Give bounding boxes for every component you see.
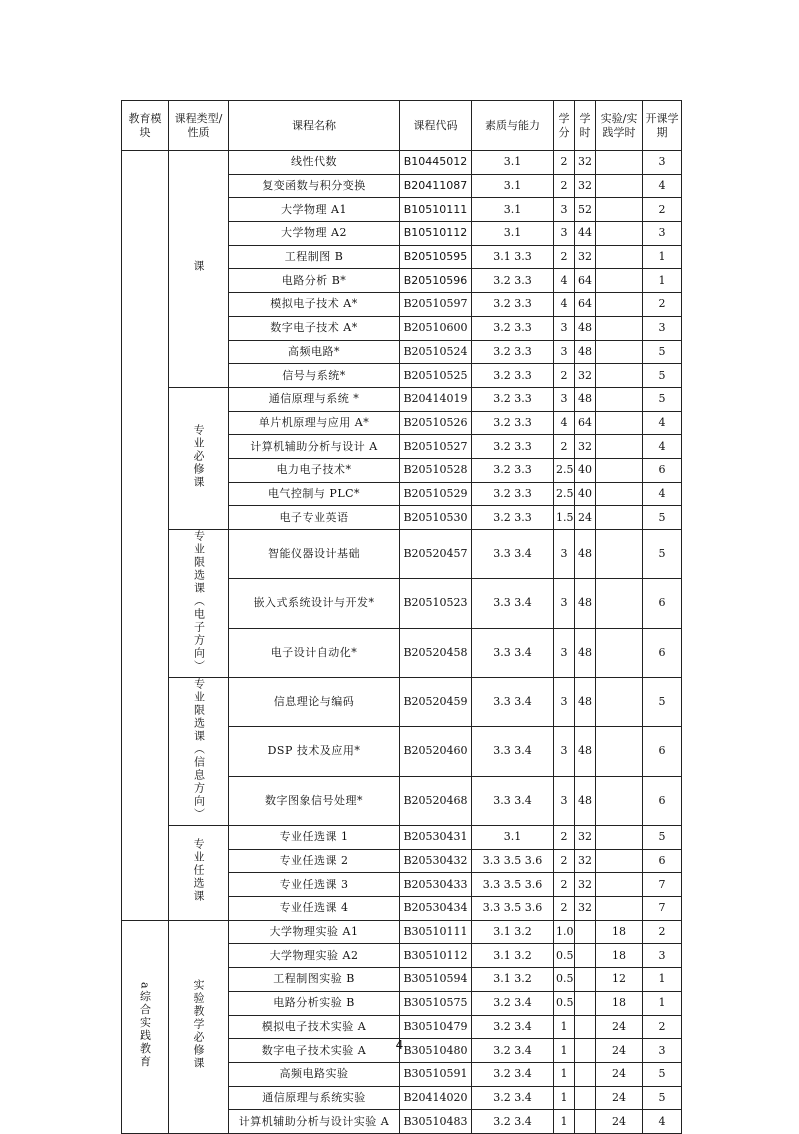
course-semester: 4 xyxy=(643,411,682,435)
table-row xyxy=(122,530,682,579)
course-practice-hours xyxy=(596,579,643,628)
table-row xyxy=(122,678,682,727)
course-credit: 0.5 xyxy=(554,968,575,992)
course-hours: 48 xyxy=(575,387,596,411)
course-practice-hours xyxy=(596,293,643,317)
course-name: 数字电子技术 A* xyxy=(229,316,400,340)
course-name: 单片机原理与应用 A* xyxy=(229,411,400,435)
course-type-cell xyxy=(169,530,229,678)
course-practice-hours: 24 xyxy=(596,1039,643,1063)
course-code: B20510600 xyxy=(400,316,472,340)
course-hours: 32 xyxy=(575,151,596,175)
course-ability: 3.1 xyxy=(472,151,554,175)
header-code: 课程代码 xyxy=(400,101,472,151)
course-ability: 3.1 xyxy=(472,826,554,850)
course-ability: 3.2 3.3 xyxy=(472,316,554,340)
course-semester: 5 xyxy=(643,364,682,388)
course-hours xyxy=(575,1110,596,1134)
course-semester: 1 xyxy=(643,991,682,1015)
course-credit: 2 xyxy=(554,435,575,459)
table-row xyxy=(122,920,682,944)
course-name: 嵌入式系统设计与开发* xyxy=(229,579,400,628)
header-semester: 开课学期 xyxy=(643,101,682,151)
course-ability: 3.3 3.5 3.6 xyxy=(472,897,554,921)
course-hours: 24 xyxy=(575,506,596,530)
course-semester: 1 xyxy=(643,968,682,992)
course-semester: 1 xyxy=(643,269,682,293)
course-semester: 6 xyxy=(643,628,682,677)
course-credit: 2 xyxy=(554,873,575,897)
table-header-row xyxy=(122,101,682,151)
course-type-label: 课 xyxy=(192,260,205,274)
course-ability: 3.3 3.4 xyxy=(472,628,554,677)
course-type-cell xyxy=(169,678,229,826)
course-name: 工程制图实验 B xyxy=(229,968,400,992)
course-credit: 3 xyxy=(554,727,575,776)
course-code: B20510597 xyxy=(400,293,472,317)
course-ability: 3.2 3.3 xyxy=(472,506,554,530)
course-credit: 2 xyxy=(554,897,575,921)
course-code: B20510525 xyxy=(400,364,472,388)
course-practice-hours: 24 xyxy=(596,1086,643,1110)
course-practice-hours: 12 xyxy=(596,968,643,992)
course-credit: 1.5 xyxy=(554,506,575,530)
course-code: B20510526 xyxy=(400,411,472,435)
header-credit: 学分 xyxy=(554,101,575,151)
course-ability: 3.2 3.4 xyxy=(472,991,554,1015)
course-semester: 5 xyxy=(643,506,682,530)
course-credit: 1.0 xyxy=(554,920,575,944)
course-code: B30510480 xyxy=(400,1039,472,1063)
course-name: 电路分析 B* xyxy=(229,269,400,293)
course-name: 通信原理与系统实验 xyxy=(229,1086,400,1110)
course-code: B20510595 xyxy=(400,245,472,269)
course-name: DSP 技术及应用* xyxy=(229,727,400,776)
course-practice-hours xyxy=(596,826,643,850)
course-code: B20510523 xyxy=(400,579,472,628)
course-credit: 2 xyxy=(554,174,575,198)
course-practice-hours xyxy=(596,897,643,921)
course-ability: 3.2 3.4 xyxy=(472,1086,554,1110)
course-hours xyxy=(575,1062,596,1086)
course-practice-hours: 24 xyxy=(596,1062,643,1086)
course-code: B20411087 xyxy=(400,174,472,198)
header-name: 课程名称 xyxy=(229,101,400,151)
course-ability: 3.2 3.3 xyxy=(472,364,554,388)
course-name: 复变函数与积分变换 xyxy=(229,174,400,198)
course-practice-hours xyxy=(596,364,643,388)
header-hours: 学时 xyxy=(575,101,596,151)
course-hours: 48 xyxy=(575,628,596,677)
course-name: 电子专业英语 xyxy=(229,506,400,530)
course-credit: 2 xyxy=(554,245,575,269)
course-ability: 3.2 3.3 xyxy=(472,482,554,506)
course-practice-hours xyxy=(596,316,643,340)
course-semester: 6 xyxy=(643,579,682,628)
course-semester: 7 xyxy=(643,897,682,921)
course-name: 模拟电子技术 A* xyxy=(229,293,400,317)
course-name: 电力电子技术* xyxy=(229,458,400,482)
course-type-label: 专业必修课 xyxy=(192,423,205,489)
course-credit: 1 xyxy=(554,1062,575,1086)
course-practice-hours xyxy=(596,506,643,530)
course-practice-hours xyxy=(596,198,643,222)
course-practice-hours xyxy=(596,628,643,677)
course-ability: 3.1 3.2 xyxy=(472,920,554,944)
course-code: B20520457 xyxy=(400,530,472,579)
course-name: 大学物理实验 A2 xyxy=(229,944,400,968)
course-semester: 7 xyxy=(643,873,682,897)
course-hours: 48 xyxy=(575,579,596,628)
course-ability: 3.2 3.3 xyxy=(472,411,554,435)
course-code: B20520459 xyxy=(400,678,472,727)
course-practice-hours xyxy=(596,269,643,293)
course-credit: 4 xyxy=(554,293,575,317)
course-semester: 4 xyxy=(643,482,682,506)
course-code: B30510575 xyxy=(400,991,472,1015)
course-code: B20510596 xyxy=(400,269,472,293)
course-name: 高频电路* xyxy=(229,340,400,364)
course-ability: 3.2 3.4 xyxy=(472,1015,554,1039)
course-credit: 3 xyxy=(554,340,575,364)
course-name: 大学物理 A2 xyxy=(229,222,400,246)
course-code: B30510483 xyxy=(400,1110,472,1134)
course-ability: 3.3 3.4 xyxy=(472,530,554,579)
course-hours: 32 xyxy=(575,174,596,198)
course-code: B20510528 xyxy=(400,458,472,482)
course-semester: 4 xyxy=(643,435,682,459)
course-code: B20530432 xyxy=(400,849,472,873)
course-type-cell xyxy=(169,920,229,1133)
course-hours: 32 xyxy=(575,364,596,388)
course-credit: 3 xyxy=(554,628,575,677)
course-name: 通信原理与系统 * xyxy=(229,387,400,411)
course-hours: 32 xyxy=(575,435,596,459)
course-ability: 3.3 3.5 3.6 xyxy=(472,873,554,897)
course-semester: 2 xyxy=(643,1015,682,1039)
course-hours: 48 xyxy=(575,530,596,579)
course-name: 数字图象信号处理* xyxy=(229,776,400,825)
course-practice-hours: 24 xyxy=(596,1110,643,1134)
course-code: B20520468 xyxy=(400,776,472,825)
course-ability: 3.2 3.3 xyxy=(472,387,554,411)
course-practice-hours xyxy=(596,174,643,198)
course-semester: 6 xyxy=(643,458,682,482)
course-ability: 3.1 3.2 xyxy=(472,968,554,992)
course-ability: 3.3 3.4 xyxy=(472,776,554,825)
course-practice-hours: 18 xyxy=(596,944,643,968)
course-code: B20530433 xyxy=(400,873,472,897)
curriculum-table xyxy=(121,100,682,1134)
module-cell xyxy=(122,151,169,921)
course-name: 数字电子技术实验 A xyxy=(229,1039,400,1063)
course-semester: 5 xyxy=(643,678,682,727)
table-row xyxy=(122,826,682,850)
course-hours xyxy=(575,920,596,944)
course-practice-hours xyxy=(596,340,643,364)
course-credit: 3 xyxy=(554,776,575,825)
course-hours: 40 xyxy=(575,482,596,506)
course-name: 大学物理实验 A1 xyxy=(229,920,400,944)
course-hours: 40 xyxy=(575,458,596,482)
course-semester: 2 xyxy=(643,920,682,944)
course-credit: 3 xyxy=(554,387,575,411)
course-ability: 3.2 3.3 xyxy=(472,340,554,364)
course-ability: 3.2 3.4 xyxy=(472,1062,554,1086)
header-module: 教育模块 xyxy=(122,101,169,151)
course-practice-hours xyxy=(596,411,643,435)
course-hours: 64 xyxy=(575,293,596,317)
course-hours: 64 xyxy=(575,269,596,293)
course-code: B10445012 xyxy=(400,151,472,175)
course-practice-hours xyxy=(596,849,643,873)
course-semester: 3 xyxy=(643,944,682,968)
course-type-label: 专业任选课 xyxy=(192,838,205,904)
table-row xyxy=(122,387,682,411)
course-ability: 3.1 xyxy=(472,198,554,222)
course-hours: 48 xyxy=(575,776,596,825)
course-ability: 3.3 3.4 xyxy=(472,678,554,727)
course-semester: 6 xyxy=(643,727,682,776)
course-ability: 3.2 3.4 xyxy=(472,1039,554,1063)
course-practice-hours xyxy=(596,873,643,897)
course-hours: 32 xyxy=(575,873,596,897)
course-ability: 3.3 3.5 3.6 xyxy=(472,849,554,873)
course-ability: 3.2 3.3 xyxy=(472,458,554,482)
course-credit: 4 xyxy=(554,269,575,293)
course-ability: 3.2 3.3 xyxy=(472,269,554,293)
course-type-label: 专业限选课（信息方向） xyxy=(192,678,206,821)
course-hours: 48 xyxy=(575,727,596,776)
course-ability: 3.2 3.3 xyxy=(472,435,554,459)
course-credit: 2.5 xyxy=(554,482,575,506)
course-name: 大学物理 A1 xyxy=(229,198,400,222)
course-name: 专业任选课 3 xyxy=(229,873,400,897)
course-type-label: 专业限选课（电子方向） xyxy=(192,530,206,673)
course-name: 信息理论与编码 xyxy=(229,678,400,727)
course-practice-hours xyxy=(596,530,643,579)
course-credit: 0.5 xyxy=(554,991,575,1015)
course-code: B20510530 xyxy=(400,506,472,530)
course-practice-hours xyxy=(596,678,643,727)
course-credit: 3 xyxy=(554,678,575,727)
course-hours xyxy=(575,968,596,992)
course-hours: 32 xyxy=(575,245,596,269)
course-credit: 0.5 xyxy=(554,944,575,968)
header-type: 课程类型/性质 xyxy=(169,101,229,151)
course-semester: 5 xyxy=(643,387,682,411)
course-credit: 4 xyxy=(554,411,575,435)
course-name: 高频电路实验 xyxy=(229,1062,400,1086)
course-ability: 3.3 3.4 xyxy=(472,727,554,776)
course-credit: 1 xyxy=(554,1110,575,1134)
course-credit: 2 xyxy=(554,826,575,850)
course-name: 智能仪器设计基础 xyxy=(229,530,400,579)
course-type-label: 实验教学必修课 xyxy=(192,979,205,1071)
course-code: B30510112 xyxy=(400,944,472,968)
course-name: 专业任选课 1 xyxy=(229,826,400,850)
course-practice-hours xyxy=(596,245,643,269)
course-semester: 3 xyxy=(643,151,682,175)
course-ability: 3.1 xyxy=(472,174,554,198)
course-hours: 32 xyxy=(575,897,596,921)
course-credit: 1 xyxy=(554,1015,575,1039)
course-practice-hours: 18 xyxy=(596,991,643,1015)
course-name: 电路分析实验 B xyxy=(229,991,400,1015)
course-practice-hours: 18 xyxy=(596,920,643,944)
course-semester: 5 xyxy=(643,530,682,579)
course-practice-hours: 24 xyxy=(596,1015,643,1039)
course-name: 模拟电子技术实验 A xyxy=(229,1015,400,1039)
course-hours: 48 xyxy=(575,678,596,727)
course-semester: 3 xyxy=(643,1039,682,1063)
course-practice-hours xyxy=(596,482,643,506)
course-name: 专业任选课 2 xyxy=(229,849,400,873)
course-name: 计算机辅助分析与设计 A xyxy=(229,435,400,459)
page-number: 4 xyxy=(395,1038,404,1052)
course-code: B20414019 xyxy=(400,387,472,411)
course-ability: 3.1 3.2 xyxy=(472,944,554,968)
course-code: B30510479 xyxy=(400,1015,472,1039)
course-code: B20520460 xyxy=(400,727,472,776)
course-hours xyxy=(575,1086,596,1110)
course-ability: 3.1 3.3 xyxy=(472,245,554,269)
course-code: B10510111 xyxy=(400,198,472,222)
course-semester: 5 xyxy=(643,826,682,850)
course-type-cell xyxy=(169,151,229,388)
course-semester: 4 xyxy=(643,1110,682,1134)
course-hours: 64 xyxy=(575,411,596,435)
course-semester: 5 xyxy=(643,340,682,364)
course-practice-hours xyxy=(596,458,643,482)
course-semester: 2 xyxy=(643,293,682,317)
course-semester: 3 xyxy=(643,316,682,340)
course-practice-hours xyxy=(596,776,643,825)
course-credit: 2 xyxy=(554,364,575,388)
course-ability: 3.2 3.4 xyxy=(472,1110,554,1134)
course-credit: 3 xyxy=(554,316,575,340)
header-practice-hours: 实验/实践学时 xyxy=(596,101,643,151)
course-hours: 32 xyxy=(575,826,596,850)
course-semester: 4 xyxy=(643,174,682,198)
course-credit: 2 xyxy=(554,849,575,873)
course-code: B30510111 xyxy=(400,920,472,944)
course-credit: 2 xyxy=(554,151,575,175)
course-semester: 5 xyxy=(643,1062,682,1086)
course-semester: 1 xyxy=(643,245,682,269)
course-hours: 44 xyxy=(575,222,596,246)
course-code: B20530434 xyxy=(400,897,472,921)
course-practice-hours xyxy=(596,727,643,776)
course-name: 专业任选课 4 xyxy=(229,897,400,921)
course-code: B20510524 xyxy=(400,340,472,364)
module-cell xyxy=(122,920,169,1133)
table-row xyxy=(122,151,682,175)
course-semester: 6 xyxy=(643,849,682,873)
course-practice-hours xyxy=(596,222,643,246)
course-credit: 3 xyxy=(554,530,575,579)
course-semester: 6 xyxy=(643,776,682,825)
course-code: B20530431 xyxy=(400,826,472,850)
course-name: 工程制图 B xyxy=(229,245,400,269)
course-hours xyxy=(575,991,596,1015)
course-semester: 2 xyxy=(643,198,682,222)
course-hours: 32 xyxy=(575,849,596,873)
course-semester: 3 xyxy=(643,222,682,246)
course-hours xyxy=(575,944,596,968)
header-ability: 素质与能力 xyxy=(472,101,554,151)
course-credit: 3 xyxy=(554,198,575,222)
course-code: B10510112 xyxy=(400,222,472,246)
course-name: 电气控制与 PLC* xyxy=(229,482,400,506)
course-name: 电子设计自动化* xyxy=(229,628,400,677)
course-credit: 3 xyxy=(554,222,575,246)
course-code: B20414020 xyxy=(400,1086,472,1110)
course-practice-hours xyxy=(596,151,643,175)
course-code: B30510591 xyxy=(400,1062,472,1086)
course-hours: 48 xyxy=(575,340,596,364)
course-hours: 52 xyxy=(575,198,596,222)
course-type-cell xyxy=(169,387,229,529)
course-code: B30510594 xyxy=(400,968,472,992)
course-code: B20520458 xyxy=(400,628,472,677)
course-hours xyxy=(575,1015,596,1039)
course-credit: 1 xyxy=(554,1039,575,1063)
course-credit: 1 xyxy=(554,1086,575,1110)
course-name: 线性代数 xyxy=(229,151,400,175)
course-practice-hours xyxy=(596,387,643,411)
course-code: B20510527 xyxy=(400,435,472,459)
course-name: 信号与系统* xyxy=(229,364,400,388)
course-credit: 2.5 xyxy=(554,458,575,482)
course-semester: 5 xyxy=(643,1086,682,1110)
course-credit: 3 xyxy=(554,579,575,628)
course-ability: 3.2 3.3 xyxy=(472,293,554,317)
module-label: a综合实践教育 xyxy=(138,981,152,1069)
course-name: 计算机辅助分析与设计实验 A xyxy=(229,1110,400,1134)
course-ability: 3.1 xyxy=(472,222,554,246)
course-practice-hours xyxy=(596,435,643,459)
course-hours: 48 xyxy=(575,316,596,340)
course-code: B20510529 xyxy=(400,482,472,506)
course-type-cell xyxy=(169,826,229,921)
course-ability: 3.3 3.4 xyxy=(472,579,554,628)
